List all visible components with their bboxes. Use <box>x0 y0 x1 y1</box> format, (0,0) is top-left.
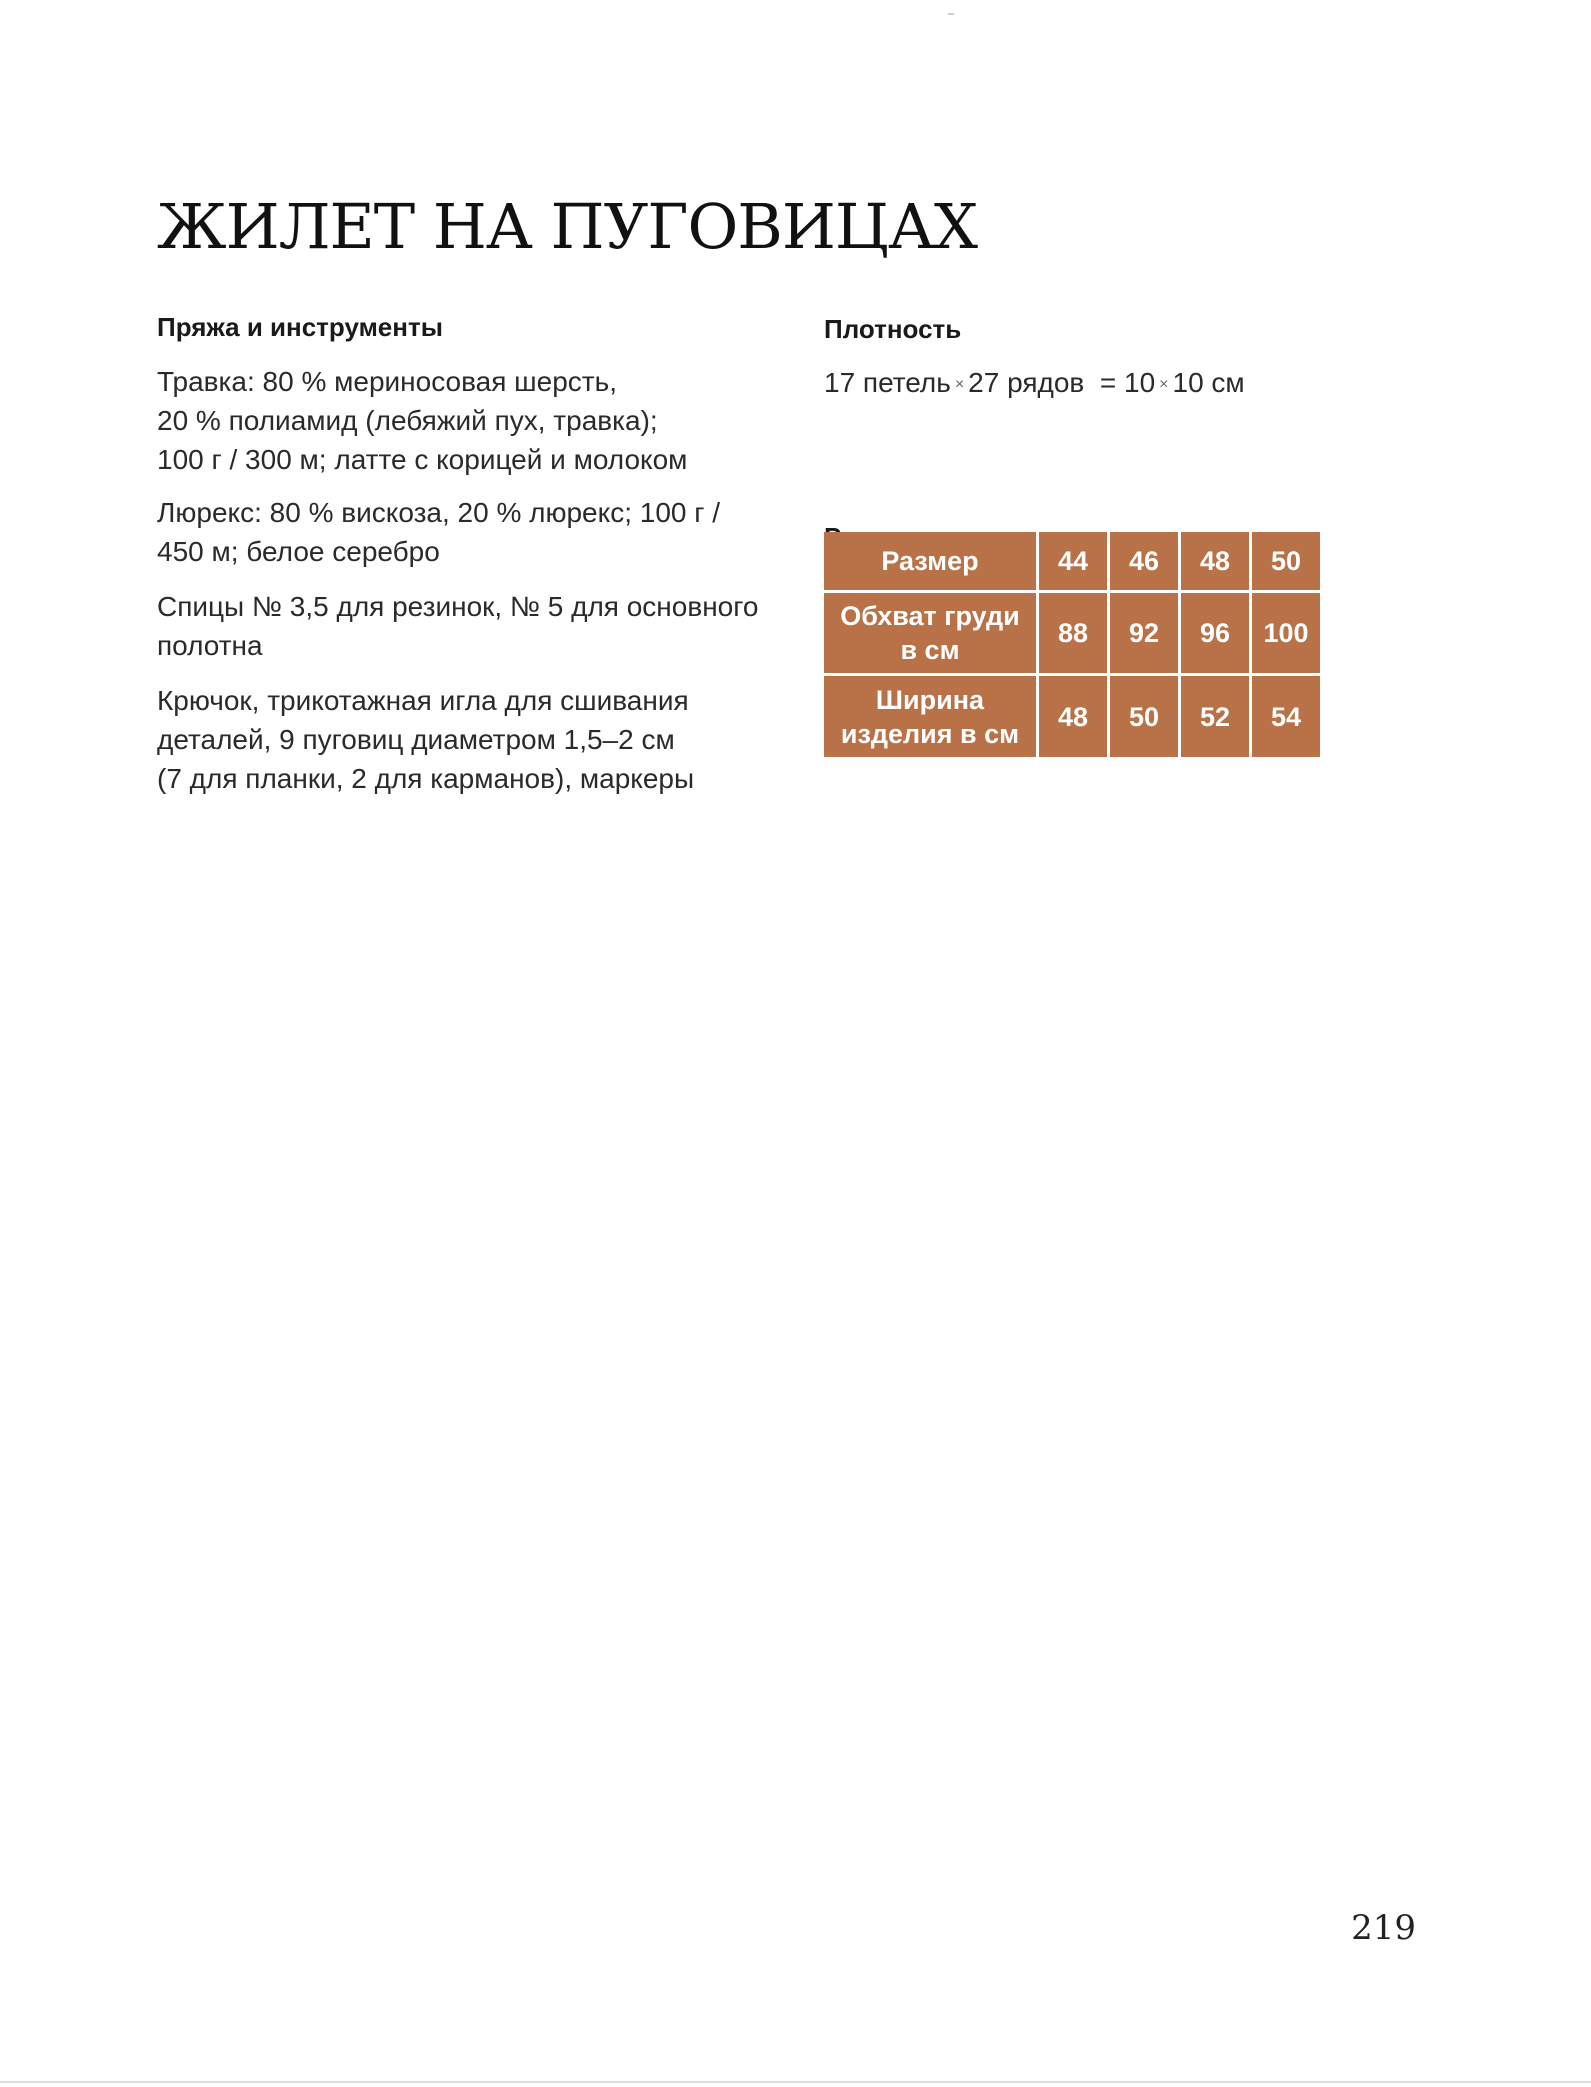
gauge-height: 10 см <box>1172 367 1245 398</box>
row-header-label: Ширина <box>875 684 985 715</box>
table-cell: 96 <box>1181 593 1249 673</box>
gauge-rows: 27 рядов <box>968 367 1085 398</box>
needles-description <box>157 587 777 665</box>
tools-description <box>157 681 777 798</box>
table-cell: 46 <box>1110 532 1178 590</box>
bottom-edge-line <box>0 2081 1591 2083</box>
row-header-label: Обхват груди <box>840 601 1020 631</box>
gauge-heading: Плотность <box>824 314 962 344</box>
gauge-width: 10 <box>1124 367 1156 398</box>
table-cell: 100 <box>1252 593 1320 673</box>
table-row <box>824 676 1320 757</box>
materials-section <box>157 310 777 798</box>
table-cell: 50 <box>1110 676 1178 757</box>
yarn-1-line: Травка: 80 % мериносовая шерсть, <box>157 366 617 397</box>
multiply-sign: × <box>954 376 965 393</box>
gauge-section <box>824 312 1384 554</box>
gauge-value <box>824 365 1384 406</box>
row-header-label: изделия в см <box>840 718 1020 749</box>
yarn-2-line: 450 м; белое серебро <box>157 536 440 567</box>
row-header-cell <box>824 593 1036 673</box>
page-number: 219 <box>1351 1908 1416 1948</box>
row-header-cell <box>824 676 1036 757</box>
table-row <box>824 532 1320 590</box>
yarn-2-line: Люрекс: 80 % вискоза, 20 % люрекс; 100 г / <box>157 497 721 528</box>
table-cell: 50 <box>1252 532 1320 590</box>
gauge-stitches: 17 петель <box>824 367 951 398</box>
row-header-label: в см <box>900 635 960 665</box>
table-cell: 48 <box>1039 676 1107 757</box>
table-cell: 48 <box>1181 532 1249 590</box>
yarn-2-description <box>157 493 777 571</box>
row-header-label: Размер <box>881 546 979 576</box>
needles-line: Спицы № 3,5 для резинок, № 5 для основного <box>157 591 759 622</box>
equals-sign: = <box>1099 367 1117 398</box>
tools-line: (7 для планки, 2 для карманов), маркеры <box>157 763 695 794</box>
materials-heading: Пряжа и инструменты <box>157 312 443 342</box>
tools-line: деталей, 9 пуговиц диаметром 1,5–2 см <box>157 724 675 755</box>
table-cell: 92 <box>1110 593 1178 673</box>
yarn-1-line: 20 % полиамид (лебяжий пух, травка); <box>157 405 658 436</box>
table-cell: 88 <box>1039 593 1107 673</box>
yarn-1-line: 100 г / 300 м; латте с корицей и молоком <box>157 444 688 475</box>
tools-line: Крючок, трикотажная игла для сшивания <box>157 685 689 716</box>
top-crop-mark <box>948 13 954 15</box>
sizes-table <box>821 529 1323 760</box>
multiply-sign: × <box>1159 376 1169 393</box>
page-title: ЖИЛЕТ НА ПУГОВИЦАХ <box>157 190 978 263</box>
row-header-cell <box>824 532 1036 590</box>
needles-line: полотна <box>157 630 263 661</box>
table-row <box>824 593 1320 673</box>
table-cell: 44 <box>1039 532 1107 590</box>
yarn-1-description <box>157 362 777 479</box>
table-cell: 54 <box>1252 676 1320 757</box>
table-cell: 52 <box>1181 676 1249 757</box>
